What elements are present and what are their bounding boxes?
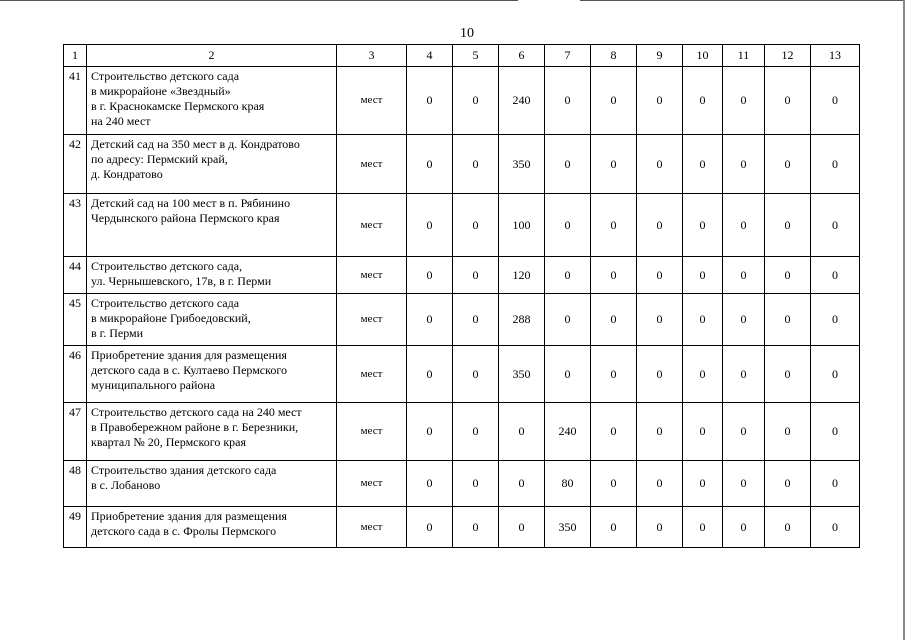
value-cell: 0: [811, 67, 860, 135]
value-cell: 0: [407, 346, 453, 403]
value-cell: 0: [637, 135, 683, 194]
row-number: 46: [64, 346, 87, 403]
value-cell: 0: [407, 507, 453, 548]
value-cell: 0: [637, 507, 683, 548]
value-cell: 0: [637, 403, 683, 461]
value-cell: 0: [811, 294, 860, 346]
unit-cell: мест: [337, 294, 407, 346]
value-cell: 0: [407, 135, 453, 194]
column-header: 7: [545, 45, 591, 67]
value-cell: 0: [637, 346, 683, 403]
value-cell: 0: [407, 294, 453, 346]
value-cell: 0: [637, 461, 683, 507]
value-cell: 0: [683, 194, 723, 257]
value-cell: 0: [453, 67, 499, 135]
column-header: 11: [723, 45, 765, 67]
row-number: 42: [64, 135, 87, 194]
unit-cell: мест: [337, 194, 407, 257]
value-cell: 0: [765, 461, 811, 507]
table-row: [64, 194, 860, 257]
value-cell: 0: [765, 403, 811, 461]
value-cell: 0: [811, 507, 860, 548]
value-cell: 0: [765, 257, 811, 294]
unit-cell: мест: [337, 67, 407, 135]
table-row: [64, 461, 860, 507]
value-cell: 0: [499, 461, 545, 507]
table-row: [64, 257, 860, 294]
value-cell: 0: [545, 67, 591, 135]
top-border-line-left: [0, 0, 518, 1]
value-cell: 0: [407, 461, 453, 507]
value-cell: 0: [723, 67, 765, 135]
value-cell: 0: [407, 194, 453, 257]
value-cell: 0: [591, 67, 637, 135]
object-name: Строительство детского сада на 240 мест в Правобережном районе в г. Березники, квартал № 20, Пермского края: [87, 403, 337, 461]
row-number: 48: [64, 461, 87, 507]
table-row: [64, 67, 860, 135]
unit-cell: мест: [337, 507, 407, 548]
value-cell: 288: [499, 294, 545, 346]
value-cell: 0: [591, 135, 637, 194]
value-cell: 0: [591, 403, 637, 461]
table-row: [64, 507, 860, 548]
object-name: Приобретение здания для размещения детского сада в с. Култаево Пермского муниципального района: [87, 346, 337, 403]
column-header: 13: [811, 45, 860, 67]
value-cell: 80: [545, 461, 591, 507]
column-header: 5: [453, 45, 499, 67]
value-cell: 0: [811, 257, 860, 294]
value-cell: 0: [545, 194, 591, 257]
row-number: 47: [64, 403, 87, 461]
value-cell: 0: [683, 67, 723, 135]
value-cell: 240: [499, 67, 545, 135]
object-name: Приобретение здания для размещения детского сада в с. Фролы Пермского: [87, 507, 337, 548]
value-cell: 0: [765, 507, 811, 548]
value-cell: 0: [811, 346, 860, 403]
value-cell: 0: [811, 194, 860, 257]
top-border-line-right: [580, 0, 905, 1]
table-row: [64, 403, 860, 461]
value-cell: 0: [683, 403, 723, 461]
value-cell: 0: [545, 135, 591, 194]
value-cell: 350: [499, 135, 545, 194]
value-cell: 0: [683, 346, 723, 403]
value-cell: 0: [453, 135, 499, 194]
unit-cell: мест: [337, 257, 407, 294]
value-cell: 0: [637, 194, 683, 257]
value-cell: 0: [591, 461, 637, 507]
value-cell: 0: [453, 346, 499, 403]
value-cell: 0: [591, 346, 637, 403]
value-cell: 0: [811, 135, 860, 194]
value-cell: 0: [723, 346, 765, 403]
unit-cell: мест: [337, 135, 407, 194]
value-cell: 0: [723, 257, 765, 294]
value-cell: 0: [453, 194, 499, 257]
row-number: 45: [64, 294, 87, 346]
value-cell: 120: [499, 257, 545, 294]
object-name: Строительство здания детского сада в с. Лобаново: [87, 461, 337, 507]
row-number: 49: [64, 507, 87, 548]
object-name: Детский сад на 100 мест в п. Рябинино Чердынского района Пермского края: [87, 194, 337, 257]
value-cell: 0: [723, 194, 765, 257]
value-cell: 0: [765, 67, 811, 135]
table-row: [64, 346, 860, 403]
value-cell: 240: [545, 403, 591, 461]
value-cell: 350: [499, 346, 545, 403]
value-cell: 0: [683, 461, 723, 507]
value-cell: 0: [453, 403, 499, 461]
value-cell: 0: [683, 257, 723, 294]
value-cell: 0: [545, 346, 591, 403]
value-cell: 0: [499, 403, 545, 461]
value-cell: 0: [723, 294, 765, 346]
column-header: 3: [337, 45, 407, 67]
value-cell: 0: [723, 507, 765, 548]
value-cell: 0: [637, 257, 683, 294]
column-header: 6: [499, 45, 545, 67]
value-cell: 0: [591, 257, 637, 294]
column-header: 10: [683, 45, 723, 67]
value-cell: 0: [683, 135, 723, 194]
value-cell: 0: [723, 461, 765, 507]
value-cell: 0: [683, 507, 723, 548]
column-header: 2: [87, 45, 337, 67]
table-body: [64, 45, 860, 548]
column-header: 4: [407, 45, 453, 67]
table-row: [64, 294, 860, 346]
value-cell: 350: [545, 507, 591, 548]
value-cell: 0: [453, 507, 499, 548]
object-name: Строительство детского сада, ул. Чернышевского, 17в, в г. Перми: [87, 257, 337, 294]
header-row: [64, 45, 860, 67]
value-cell: 0: [407, 67, 453, 135]
row-number: 44: [64, 257, 87, 294]
row-number: 41: [64, 67, 87, 135]
unit-cell: мест: [337, 403, 407, 461]
value-cell: 0: [811, 403, 860, 461]
unit-cell: мест: [337, 461, 407, 507]
column-header: 8: [591, 45, 637, 67]
value-cell: 0: [453, 257, 499, 294]
unit-cell: мест: [337, 346, 407, 403]
value-cell: 0: [683, 294, 723, 346]
value-cell: 0: [811, 461, 860, 507]
value-cell: 0: [591, 194, 637, 257]
object-name: Детский сад на 350 мест в д. Кондратово по адресу: Пермский край, д. Кондратово: [87, 135, 337, 194]
value-cell: 0: [765, 294, 811, 346]
row-number: 43: [64, 194, 87, 257]
value-cell: 0: [637, 294, 683, 346]
column-header: 9: [637, 45, 683, 67]
object-name: Строительство детского сада в микрорайоне «Звездный» в г. Краснокамске Пермского края на 240 мест: [87, 67, 337, 135]
value-cell: 0: [637, 67, 683, 135]
page-number: 10: [460, 26, 474, 41]
value-cell: 0: [545, 257, 591, 294]
object-name: Строительство детского сада в микрорайоне Грибоедовский, в г. Перми: [87, 294, 337, 346]
value-cell: 0: [545, 294, 591, 346]
value-cell: 0: [591, 507, 637, 548]
value-cell: 0: [765, 135, 811, 194]
value-cell: 100: [499, 194, 545, 257]
value-cell: 0: [765, 194, 811, 257]
value-cell: 0: [723, 403, 765, 461]
value-cell: 0: [591, 294, 637, 346]
column-header: 1: [64, 45, 87, 67]
value-cell: 0: [407, 257, 453, 294]
table-row: [64, 135, 860, 194]
value-cell: 0: [407, 403, 453, 461]
value-cell: 0: [453, 461, 499, 507]
value-cell: 0: [723, 135, 765, 194]
value-cell: 0: [499, 507, 545, 548]
value-cell: 0: [453, 294, 499, 346]
column-header: 12: [765, 45, 811, 67]
value-cell: 0: [765, 346, 811, 403]
data-table: [63, 44, 860, 548]
